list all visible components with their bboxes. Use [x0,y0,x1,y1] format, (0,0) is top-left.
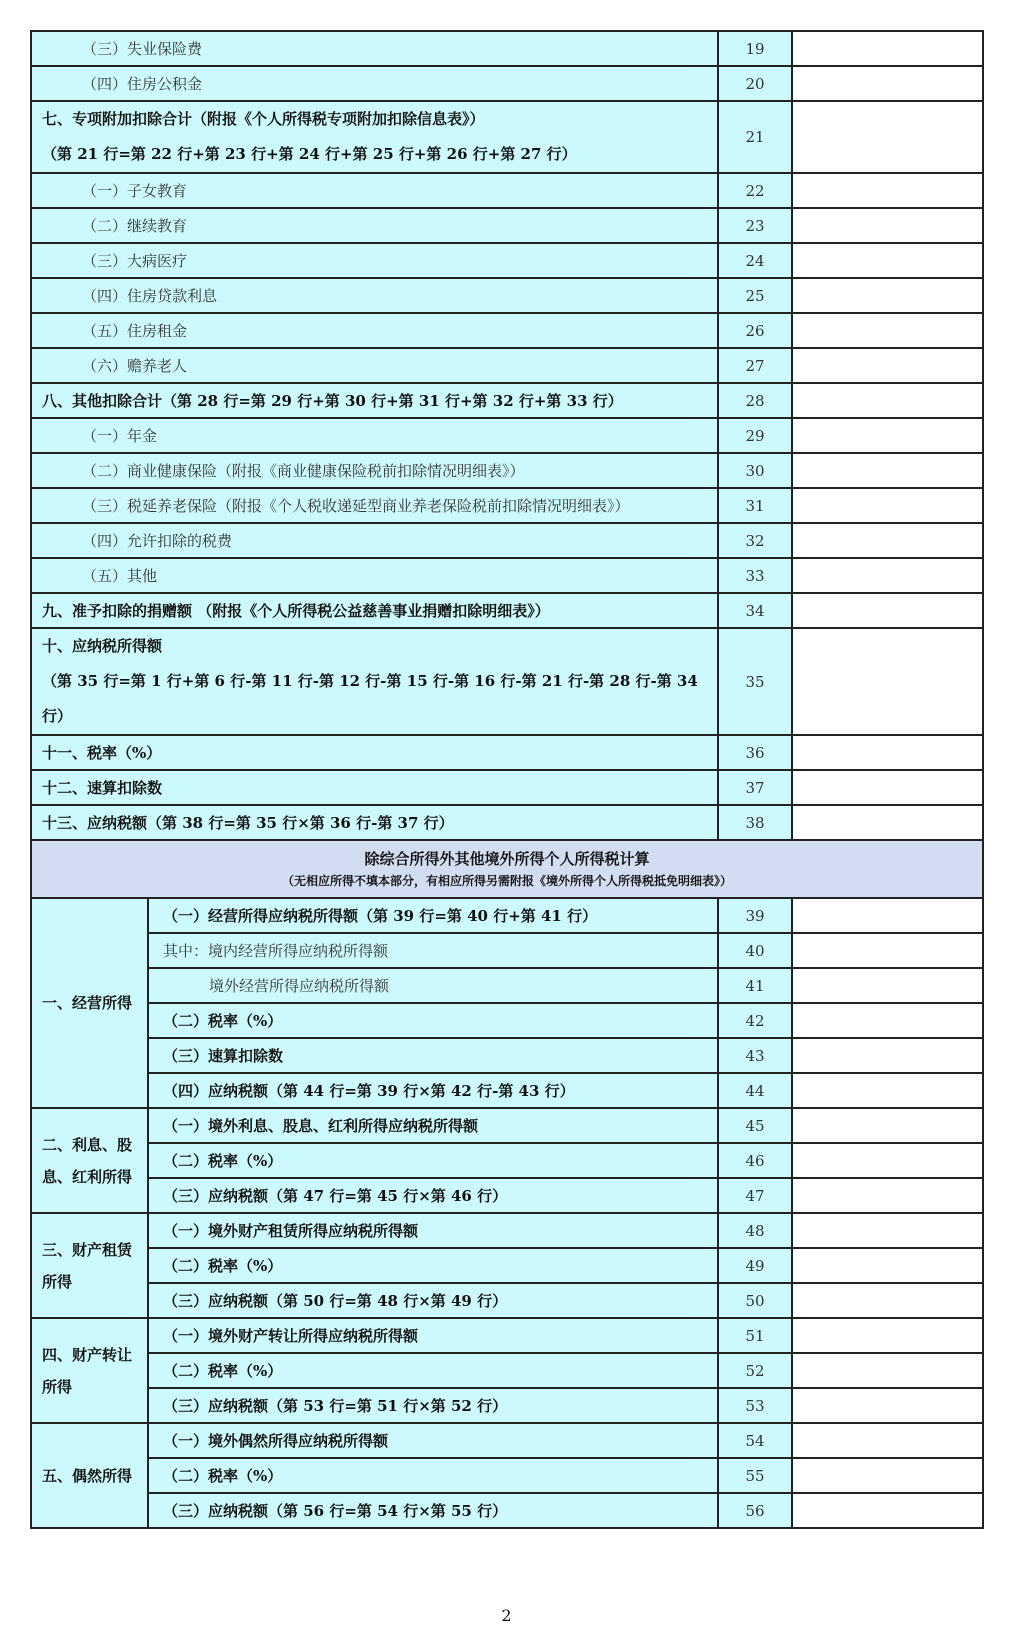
row-label-text: 十二、速算扣除数 [42,779,163,797]
value-cell[interactable] [792,1458,983,1493]
row-label [31,805,718,840]
row-label-text: （一）年金 [82,427,158,445]
row-number: 50 [718,1283,792,1318]
row-number: 31 [718,488,792,523]
row-number: 39 [718,898,792,933]
value-cell[interactable] [792,488,983,523]
row-number: 41 [718,968,792,1003]
row-number: 29 [718,418,792,453]
row-number: 51 [718,1318,792,1353]
row-number: 35 [718,628,792,735]
section-header [31,840,983,898]
table-row [31,383,983,418]
table-row [31,770,983,805]
value-cell[interactable] [792,31,983,66]
row-label [31,313,718,348]
table-row [31,735,983,770]
row-label [31,628,718,735]
table-row [31,488,983,523]
row-label: （二）税率（%） [148,1353,718,1388]
row-label-text: （三）税延养老保险（附报《个人税收递延型商业养老保险税前扣除情况明细表》） [82,497,630,515]
table-row [31,453,983,488]
table-row [31,1178,983,1213]
row-label [31,453,718,488]
row-label [31,173,718,208]
row-label: （一）境外偶然所得应纳税所得额 [148,1423,718,1458]
row-label [31,488,718,523]
table-row [31,66,983,101]
row-label [31,243,718,278]
table-row [31,208,983,243]
row-label: 境外经营所得应纳税所得额 [148,968,718,1003]
row-number: 36 [718,735,792,770]
value-cell[interactable] [792,1143,983,1178]
value-cell[interactable] [792,1388,983,1423]
row-label-text: （六）赡养老人 [82,357,188,375]
value-cell[interactable] [792,173,983,208]
row-number: 33 [718,558,792,593]
row-number: 40 [718,933,792,968]
table-row [31,173,983,208]
row-label: （三）应纳税额（第 50 行=第 48 行×第 49 行） [148,1283,718,1318]
value-cell[interactable] [792,898,983,933]
row-formula-text: （第 21 行=第 22 行+第 23 行+第 24 行+第 25 行+第 26 行+第 27 行） [42,145,577,163]
table-row [31,278,983,313]
table-row [31,1213,983,1248]
value-cell[interactable] [792,523,983,558]
row-label: （一）经营所得应纳税所得额（第 39 行=第 40 行+第 41 行） [148,898,718,933]
value-cell[interactable] [792,1213,983,1248]
row-number: 38 [718,805,792,840]
value-cell[interactable] [792,1318,983,1353]
row-formula-text: （第 35 行=第 1 行+第 6 行-第 11 行-第 12 行-第 15 行-第 16 行-第 21 行-第 28 行-第 34 行） [42,672,698,725]
row-number: 32 [718,523,792,558]
row-label: （二）税率（%） [148,1248,718,1283]
value-cell[interactable] [792,1108,983,1143]
row-label: （二）税率（%） [148,1003,718,1038]
table-row [31,1318,983,1353]
value-cell[interactable] [792,1073,983,1108]
row-number: 44 [718,1073,792,1108]
value-cell[interactable] [792,1248,983,1283]
table-row [31,348,983,383]
value-cell[interactable] [792,278,983,313]
row-label-text: （二）商业健康保险（附报《商业健康保险税前扣除情况明细表》） [82,462,525,480]
page-number: 2 [501,1606,512,1625]
value-cell[interactable] [792,418,983,453]
row-number: 19 [718,31,792,66]
table-row [31,1388,983,1423]
row-number: 27 [718,348,792,383]
row-label: （二）税率（%） [148,1458,718,1493]
table-row [31,523,983,558]
value-cell[interactable] [792,558,983,593]
table-row [31,1493,983,1528]
table-row [31,933,983,968]
table-row [31,1108,983,1143]
row-label: （二）税率（%） [148,1143,718,1178]
row-label [31,418,718,453]
table-row [31,805,983,840]
row-number: 46 [718,1143,792,1178]
income-category-label: 四、财产转让所得 [31,1318,148,1423]
value-cell[interactable] [792,770,983,805]
value-cell[interactable] [792,101,983,173]
row-number: 55 [718,1458,792,1493]
row-label: （三）应纳税额（第 56 行=第 54 行×第 55 行） [148,1493,718,1528]
value-cell[interactable] [792,933,983,968]
row-label [31,558,718,593]
row-label [31,348,718,383]
row-label-text: （四）住房公积金 [82,75,203,93]
value-cell[interactable] [792,593,983,628]
table-row [31,1003,983,1038]
row-number: 43 [718,1038,792,1073]
row-number: 21 [718,101,792,173]
row-number: 34 [718,593,792,628]
section-note: （无相应所得不填本部分，有相应所得另需附报《境外所得个人所得税抵免明细表》） [282,874,733,888]
row-label-text: 七、专项附加扣除合计（附报《个人所得税专项附加扣除信息表》） [42,110,485,128]
value-cell[interactable] [792,453,983,488]
table-row [31,1353,983,1388]
value-cell[interactable] [792,1038,983,1073]
row-label: （一）境外财产租赁所得应纳税所得额 [148,1213,718,1248]
value-cell[interactable] [792,1178,983,1213]
row-number: 47 [718,1178,792,1213]
table-row [31,1283,983,1318]
row-number: 30 [718,453,792,488]
row-number: 37 [718,770,792,805]
value-cell[interactable] [792,628,983,735]
value-cell[interactable] [792,66,983,101]
section-title: 除综合所得外其他境外所得个人所得税计算 [364,850,650,868]
row-label: （三）应纳税额（第 53 行=第 51 行×第 52 行） [148,1388,718,1423]
value-cell[interactable] [792,1493,983,1528]
value-cell[interactable] [792,1423,983,1458]
section-header-row [31,840,983,898]
row-label-text: （五）住房租金 [82,322,188,340]
row-label [31,101,718,173]
row-number: 24 [718,243,792,278]
row-number: 52 [718,1353,792,1388]
row-number: 28 [718,383,792,418]
value-cell[interactable] [792,968,983,1003]
row-label [31,31,718,66]
table-row [31,1073,983,1108]
row-label-text: （四）允许扣除的税费 [82,532,233,550]
row-label-text: （四）住房贷款利息 [82,287,218,305]
row-label-text: （三）失业保险费 [82,40,203,58]
row-label-text: 八、其他扣除合计（第 28 行=第 29 行+第 30 行+第 31 行+第 32 行+第 33 行） [42,392,623,410]
table-row [31,1248,983,1283]
income-category-label: 一、经营所得 [31,898,148,1108]
row-label [31,208,718,243]
row-number: 42 [718,1003,792,1038]
row-number: 26 [718,313,792,348]
value-cell[interactable] [792,208,983,243]
row-label: 其中：境内经营所得应纳税所得额 [148,933,718,968]
row-label [31,770,718,805]
table-row [31,31,983,66]
value-cell[interactable] [792,383,983,418]
row-label: （一）境外财产转让所得应纳税所得额 [148,1318,718,1353]
income-category-label: 三、财产租赁所得 [31,1213,148,1318]
row-number: 20 [718,66,792,101]
row-label [31,66,718,101]
value-cell[interactable] [792,243,983,278]
table-row [31,418,983,453]
row-label-text: 十三、应纳税额（第 38 行=第 35 行×第 36 行-第 37 行） [42,814,454,832]
row-label: （一）境外利息、股息、红利所得应纳税所得额 [148,1108,718,1143]
table-row [31,1423,983,1458]
income-category-label: 五、偶然所得 [31,1423,148,1528]
value-cell[interactable] [792,735,983,770]
tax-form-table [30,30,984,1529]
row-label-text: 九、准予扣除的捐赠额 （附报《个人所得税公益慈善事业捐赠扣除明细表》） [42,602,550,620]
row-label: （三）速算扣除数 [148,1038,718,1073]
row-label-text: （三）大病医疗 [82,252,188,270]
row-number: 22 [718,173,792,208]
table-row [31,558,983,593]
value-cell[interactable] [792,1353,983,1388]
value-cell[interactable] [792,313,983,348]
row-label [31,523,718,558]
table-row [31,1143,983,1178]
row-number: 23 [718,208,792,243]
row-label: （三）应纳税额（第 47 行=第 45 行×第 46 行） [148,1178,718,1213]
row-number: 25 [718,278,792,313]
row-number: 56 [718,1493,792,1528]
value-cell[interactable] [792,1003,983,1038]
table-row [31,968,983,1003]
row-label [31,383,718,418]
table-row [31,628,983,735]
row-number: 49 [718,1248,792,1283]
row-label-text: 十一、税率（%） [42,744,162,762]
row-number: 53 [718,1388,792,1423]
income-category-label: 二、利息、股息、红利所得 [31,1108,148,1213]
table-row [31,101,983,173]
value-cell[interactable] [792,348,983,383]
row-number: 54 [718,1423,792,1458]
row-label-text: （二）继续教育 [82,217,188,235]
table-row [31,243,983,278]
row-label-text: 十、应纳税所得额 [42,637,163,655]
row-label [31,593,718,628]
table-row [31,593,983,628]
row-label-text: （五）其他 [82,567,158,585]
table-row [31,1458,983,1493]
row-label-text: （一）子女教育 [82,182,188,200]
table-row [31,313,983,348]
table-row [31,898,983,933]
row-number: 48 [718,1213,792,1248]
row-number: 45 [718,1108,792,1143]
value-cell[interactable] [792,1283,983,1318]
row-label: （四）应纳税额（第 44 行=第 39 行×第 42 行-第 43 行） [148,1073,718,1108]
table-row [31,1038,983,1073]
value-cell[interactable] [792,805,983,840]
row-label [31,735,718,770]
row-label [31,278,718,313]
